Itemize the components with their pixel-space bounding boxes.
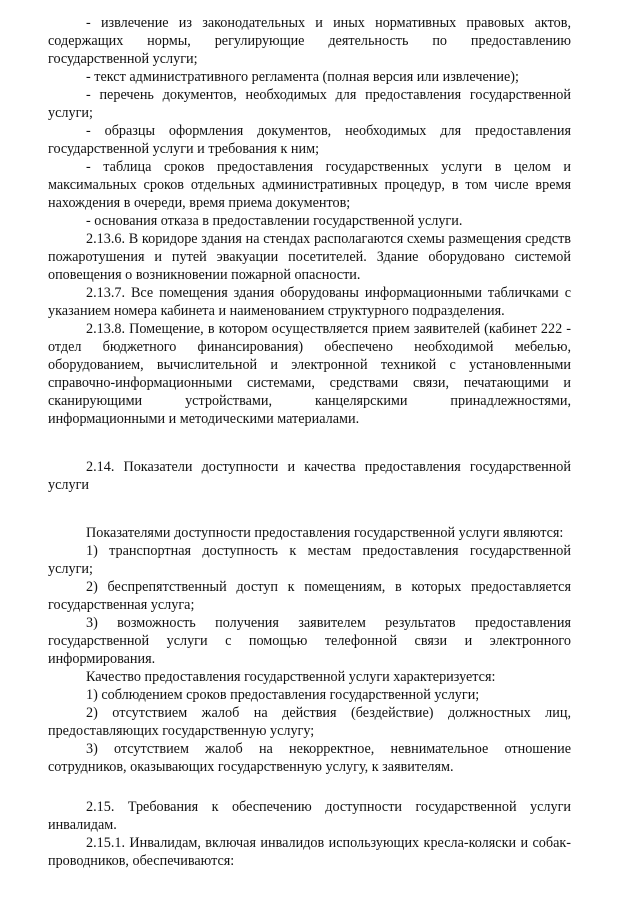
section-spacer (48, 776, 571, 798)
list-item-no-complaints-officials: 2) отсутствием жалоб на действия (бездействие) должностных лиц, предоставляющих государственную услугу; (48, 705, 571, 739)
paragraph-quality-characterized: Качество предоставления государственной услуги характеризуется: (86, 669, 496, 685)
paragraph-deadlines-table: - таблица сроков предоставления государственных услуги в целом и максимальных сроков отдельных административных процедур, в том числе время нахождения в очереди, время приема документов; (48, 159, 571, 211)
list-item-phone-electronic: 3) возможность получения заявителем результатов предоставления государственной услуги с помощью телефонной связи и электронного информирования. (48, 615, 571, 667)
section-spacer (48, 494, 571, 524)
list-item-deadlines-compliance: 1) соблюдением сроков предоставления государственной услуги; (86, 687, 480, 703)
list-item-premises-access: 2) беспрепятственный доступ к помещениям, в которых предоставляется государственная услуга; (48, 579, 571, 613)
list-item-transport-access: 1) транспортная доступность к местам предоставления государственной услуги; (48, 543, 571, 577)
paragraph-2-15-1: 2.15.1. Инвалидам, включая инвалидов использующих кресла-коляски и собак-проводников, обеспечиваются: (48, 835, 571, 869)
document-page (48, 14, 571, 870)
paragraph-2-13-6: 2.13.6. В коридоре здания на стендах располагаются схемы размещения средств пожаротушения и путей эвакуации посетителей. Здание оборудовано системой оповещения о возникновении пожарной опасности. (48, 231, 571, 283)
section-spacer (48, 428, 571, 458)
list-item-no-complaints-staff: 3) отсутствием жалоб на некорректное, невнимательное отношение сотрудников, оказывающих государственную услугу, к заявителям. (48, 741, 571, 775)
paragraph-document-samples: - образцы оформления документов, необходимых для предоставления государственной услуги и требования к ним; (48, 123, 571, 157)
paragraph-refusal-grounds: - основания отказа в предоставлении государственной услуги. (86, 213, 463, 229)
paragraph-2-13-8: 2.13.8. Помещение, в котором осуществляется прием заявителей (кабинет 222 - отдел бюджетного финансирования) обеспечено необходимой мебелью, оборудованием, вычислительной и электронной техникой с установленными справочно-информационными системами, средствами связи, печатающими и сканирующими устройствами, канцелярскими принадлежностями, информационными и методическими материалами. (48, 321, 571, 427)
section-heading-2-15: 2.15. Требования к обеспечению доступности государственной услуги инвалидам. (48, 799, 571, 833)
paragraph-documents-list: - перечень документов, необходимых для предоставления государственной услуги; (48, 87, 571, 121)
paragraph-2-13-7: 2.13.7. Все помещения здания оборудованы информационными табличками с указанием номера кабинета и наименованием структурного подразделения. (48, 285, 571, 319)
paragraph-legal-acts-extract: - извлечение из законодательных и иных нормативных правовых актов, содержащих нормы, регулирующие деятельность по предоставлению государственной услуги; (48, 15, 571, 67)
paragraph-regulation-text: - текст административного регламента (полная версия или извлечение); (86, 69, 519, 85)
section-heading-2-14: 2.14. Показатели доступности и качества предоставления государственной услуги (48, 459, 571, 493)
paragraph-accessibility-indicators: Показателями доступности предоставления государственной услуги являются: (86, 525, 564, 541)
